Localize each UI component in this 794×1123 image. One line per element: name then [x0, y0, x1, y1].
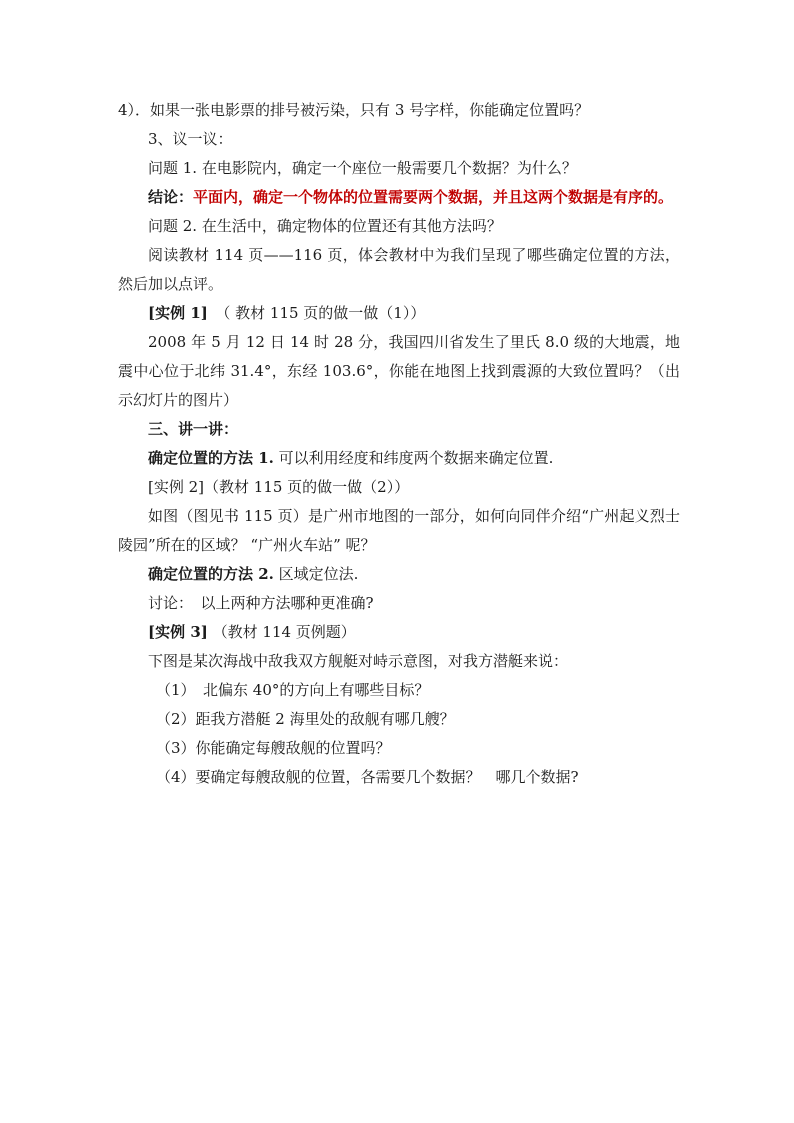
- section-3-heading: 三、讲一讲：: [148, 420, 239, 438]
- naval-paragraph: 下图是某次海战中敌我双方舰艇对峙示意图，对我方潜艇来说：: [148, 652, 569, 670]
- example-2: [实例 2]（教材 115 页的做一做（2））: [148, 478, 410, 496]
- document-body: [118, 96, 680, 792]
- example-3-ref: （教材 114 页例题）: [212, 623, 356, 641]
- question-4: 4）．如果一张电影票的排号被污染，只有 3 号字样，你能确定位置吗？: [118, 101, 590, 119]
- method-2-text: 区域定位法.: [273, 565, 359, 583]
- problem-1: 问题 1. 在电影院内，确定一个座位一般需要几个数据？为什么？: [148, 159, 577, 177]
- earthquake-paragraph: 2008 年 5 月 12 日 14 时 28 分，我国四川省发生了里氏 8.0 级的大地震，地震中心位于北纬 31.4°，东经 103.6°，你能在地图上找到震源的大致位置吗？（出示幻灯片的图片）: [118, 333, 680, 409]
- read-paragraph: 阅读教材 114 页——116 页，体会教材中为我们呈现了哪些确定位置的方法，然后加以点评。: [118, 246, 680, 293]
- example-3: [118, 618, 680, 647]
- sub-question-3: （3）你能确定每艘敌舰的位置吗？: [156, 739, 391, 757]
- conclusion-paragraph: [118, 183, 680, 212]
- example-1-label: [实例 1]: [148, 304, 208, 322]
- method-1: [118, 444, 680, 473]
- method-2: [118, 560, 680, 589]
- example-1: [118, 299, 680, 328]
- example-3-label: [实例 3]: [148, 623, 208, 641]
- method-2-label: 确定位置的方法 2.: [148, 565, 274, 583]
- method-1-text: 可以利用经度和纬度两个数据来确定位置.: [273, 449, 554, 467]
- map-paragraph: 如图（图见书 115 页）是广州市地图的一部分，如何向同伴介绍“广州起义烈士陵园”所在的区域？ “广州火车站” 呢？: [118, 507, 680, 554]
- sub-question-2: （2）距我方潜艇 2 海里处的敌舰有哪几艘？: [156, 710, 455, 728]
- example-1-ref: （ 教材 115 页的做一做（1））: [222, 304, 426, 322]
- conclusion-label: 结论：: [148, 188, 194, 206]
- discussion: 讨论： 以上两种方法哪种更准确?: [148, 594, 374, 612]
- method-1-label: 确定位置的方法 1.: [148, 449, 274, 467]
- conclusion-text: 平面内，确定一个物体的位置需要两个数据，并且这两个数据是有序的。: [193, 188, 674, 206]
- problem-2: 问题 2. 在生活中，确定物体的位置还有其他方法吗？: [148, 217, 502, 235]
- discuss-heading: 3、议一议：: [148, 130, 233, 148]
- sub-question-1: （1） 北偏东 40°的方向上有哪些目标？: [156, 681, 430, 699]
- sub-question-4: （4）要确定每艘敌舰的位置，各需要几个数据？ 哪几个数据?: [156, 768, 579, 786]
